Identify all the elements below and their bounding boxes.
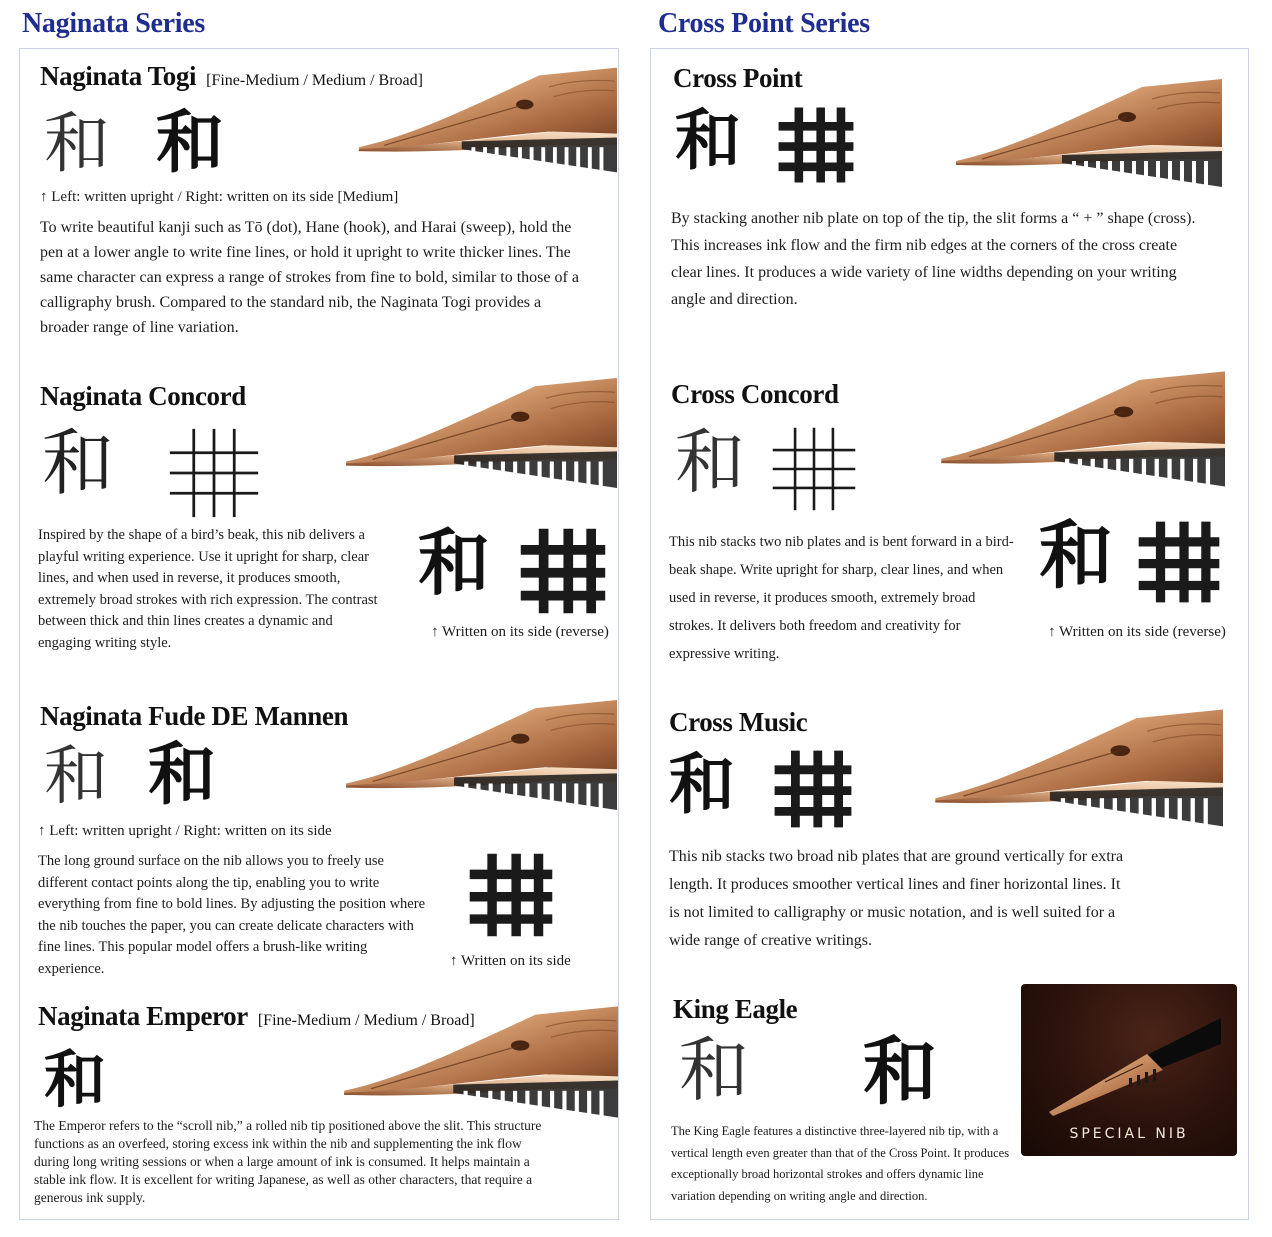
nib-grades: [Fine-Medium / Medium / Broad] [257,1012,475,1029]
special-nib-label: SPECIAL NIB [1069,1126,1189,1142]
product-name-naginata-concord: Naginata Concord [40,381,246,411]
nib-illustration-icon [355,67,617,175]
kanji-caption: ↑ Left: written upright / Right: written on its side [38,823,332,839]
product-description: This nib stacks two broad nib plates that are ground vertically for extra length. It produces smoother vertical lines and finer horizontal lines. It is not limited to calligraphy or music notation, and is well suited for a wide range of creative writings. [669,848,1124,949]
product-name-naginata-emperor: Naginata Emperor [Fine-Medium / Medium / Broad] [38,1001,475,1031]
grid-sample-thin-icon [164,427,264,519]
kanji-caption: ↑ Written on its side (reverse) [1048,624,1226,640]
product-name-cross-concord: Cross Concord [671,379,839,409]
product-description: To write beautiful kanji such as Tō (dot), Hane (hook), and Harai (sweep), hold the pen at a lower angle to write fine lines, or hold it upright to write thicker lines. The same character can express a range of strokes from fine to bold, similar to those of a calligraphy brush. Compared to the standard nib, the Naginata Togi provides a broader range of line variation. [40,219,579,336]
kanji-sample-upright: 和 [675,421,745,503]
nib-illustration-icon [951,79,1223,189]
cross-point-series-panel [650,48,1249,1220]
kanji-sample: 和 [669,745,735,823]
nib-illustration-icon [937,371,1225,489]
product-name-cross-music: Cross Music [669,707,808,737]
naginata-series-title: Naginata Series [22,8,205,39]
kanji-caption: ↑ Left: written upright / Right: written on its side [Medium] [40,189,399,205]
nib-grades: [Fine-Medium / Medium / Broad] [206,72,423,89]
product-description: The King Eagle features a distinctive three-layered nib tip, with a vertical length even greater than that of the Cross Point. It produces exceptionally broad horizontal strokes and offers dynamic line variation depending on writing angle and direction. [671,1124,1010,1203]
product-description: By stacking another nib plate on top of the tip, the slit forms a “ + ” shape (cross). This increases ink flow and the firm nib edges at the corners of the cross create clear lines. It produces a wide variety of line widths depending on your writing angle and direction. [671,210,1196,308]
kanji-caption: ↑ Written on its side (reverse) [431,624,609,640]
grid-sample-bold-icon [468,851,554,939]
kanji-sample-side: 和 [863,1029,937,1115]
nib-illustration-icon [342,697,617,815]
grid-sample-bold-icon [518,527,608,615]
nib-illustration-icon [342,374,617,494]
cross-point-series-title: Cross Point Series [658,8,870,39]
kanji-caption: ↑ Written on its side [450,953,571,969]
naginata-series-panel [19,48,619,1220]
kanji-sample: 和 [675,101,741,179]
kanji-sample-upright: 和 [44,105,110,182]
kanji-sample-upright: 和 [679,1029,749,1111]
kanji-sample-reverse: 和 [1039,513,1113,599]
product-name-cross-point: Cross Point [673,63,803,93]
pen-illustration-icon [1045,998,1221,1116]
kanji-sample-upright: 和 [42,421,115,505]
grid-sample-thin-icon [771,425,857,513]
product-description: This nib stacks two nib plates and is bent forward in a bird-beak shape. Write upright for sharp, clear lines, and when used in reverse, it produces smooth, extremely broad strokes. It delivers both freedom and creativity for expressive writing. [669,534,1014,662]
grid-sample-bold-icon [777,105,855,185]
kanji-sample: 和 [44,1043,107,1116]
kanji-sample-side: 和 [156,103,225,183]
product-name-naginata-fude-de-mannen: Naginata Fude DE Mannen [40,701,349,731]
kanji-sample-upright: 和 [44,740,108,814]
grid-sample-bold-icon [773,749,853,829]
product-name-naginata-togi: Naginata Togi [Fine-Medium / Medium / Broad] [40,61,423,91]
special-nib-image [1021,984,1237,1156]
kanji-sample-side: 和 [148,735,217,815]
grid-sample-bold-icon [1137,519,1221,605]
nib-illustration-icon [340,1004,618,1122]
product-description: The long ground surface on the nib allows you to freely use different contact points along the tip, enabling you to write everything from fine to bold lines. By adjusting the position where the nib touches the paper, you can create delicate characters with fine lines. This popular model offers a brush-like writing experience. [38,853,426,977]
product-description: Inspired by the shape of a bird’s beak, this nib delivers a playful writing experience. Use it upright for sharp, clear lines, and when used in reverse, it produces smooth, extremely broad strokes with rich expression. The contrast between thick and thin lines creates a dynamic and engaging writing style. [38,527,378,651]
product-name-king-eagle: King Eagle [673,994,798,1024]
kanji-sample-reverse: 和 [418,520,491,605]
nib-illustration-icon [931,709,1223,829]
product-description: The Emperor refers to the “scroll nib,” a rolled nib tip positioned above the slit. This structure functions as an overfeed, storing excess ink within the nib and supplementing the ink flow during long writing sessions or when a large amount of ink is consumed. It helps maintain a stable ink flow. It is excellent for writing Japanese, as well as other characters, that require a generous ink supply. [34,1118,542,1205]
